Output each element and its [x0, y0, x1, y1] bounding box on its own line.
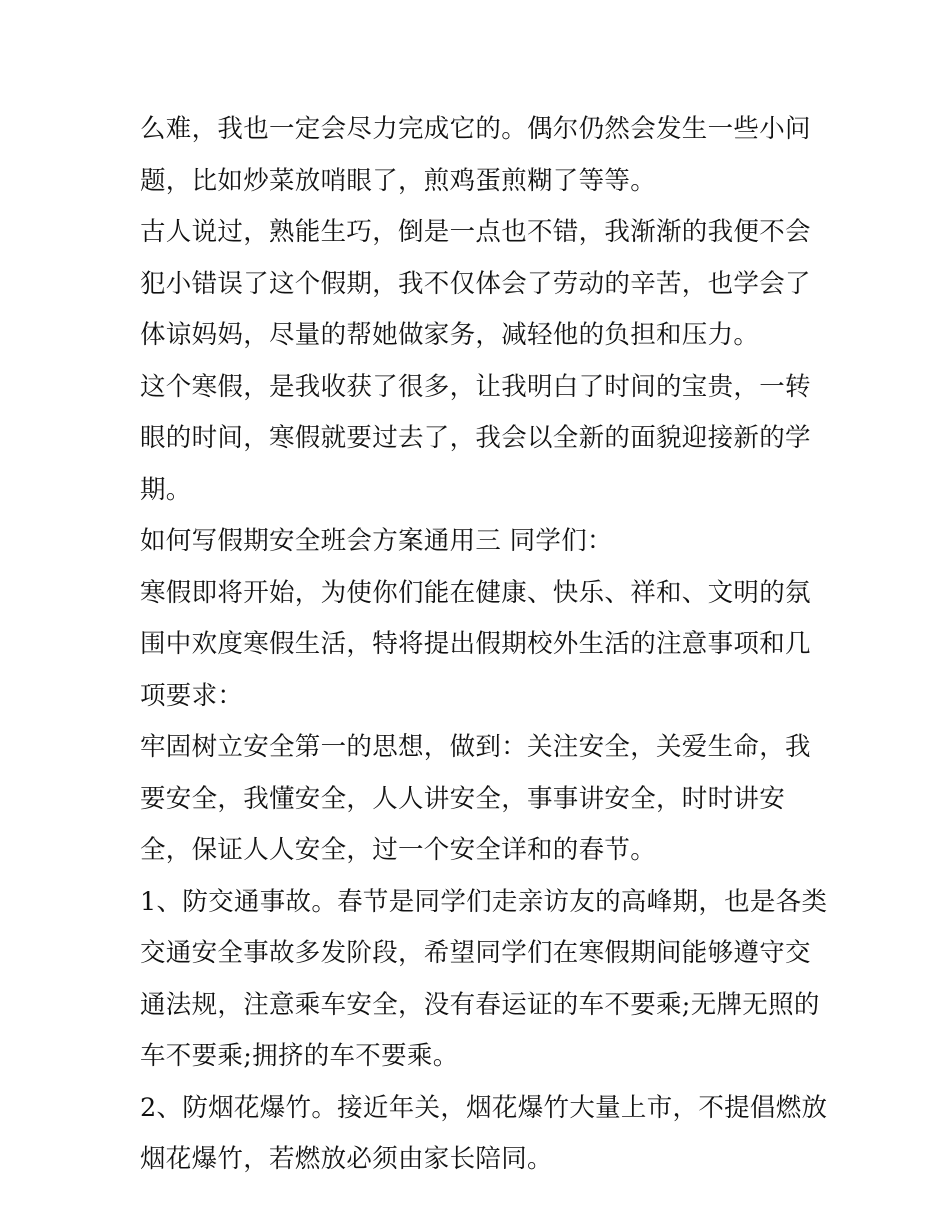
paragraph-safety-first: 牢固树立安全第一的思想，做到：关注安全，关爱生命，我要安全，我懂安全，人人讲安全，事事讲安全，时时讲安全，保证人人安全，过一个安全详和的春节。: [140, 732, 811, 865]
section-heading: 如何写假期安全班会方案通用三 同学们：: [140, 526, 613, 556]
paragraph-winter-vacation-gain: 这个寒假，是我收获了很多，让我明白了时间的宝贵，一转眼的时间，寒假就要过去了，我会以全新的面貌迎接新的学期。: [140, 371, 811, 505]
paragraph-practice-makes-perfect: 古人说过，熟能生巧，倒是一点也不错，我渐渐的我便不会犯小错误了这个假期，我不仅体会了劳动的辛苦，也学会了体谅妈妈，尽量的帮她做家务，减轻他的负担和压力。: [140, 217, 811, 350]
paragraph-traffic-safety: 1、防交通事故。春节是同学们走亲访友的高峰期，也是各类交通安全事故多发阶段，希望同学们在寒假期间能够遵守交通法规，注意乘车安全，没有春运证的车不要乘;无牌无照的车不要乘;拥挤的车不要乘。: [140, 886, 828, 1071]
document-body: [140, 104, 830, 1186]
paragraph-vacation-intro: 寒假即将开始，为使你们能在健康、快乐、祥和、文明的氛围中欢度寒假生活，特将提出假期校外生活的注意事项和几项要求：: [140, 577, 811, 711]
paragraph-continuation: 么难，我也一定会尽力完成它的。偶尔仍然会发生一些小问题，比如炒菜放哨眼了，煎鸡蛋煎糊了等等。: [140, 114, 811, 196]
paragraph-fireworks-safety: 2、防烟花爆竹。接近年关，烟花爆竹大量上市，不提倡燃放烟花爆竹，若燃放必须由家长陪同。: [140, 1092, 828, 1174]
